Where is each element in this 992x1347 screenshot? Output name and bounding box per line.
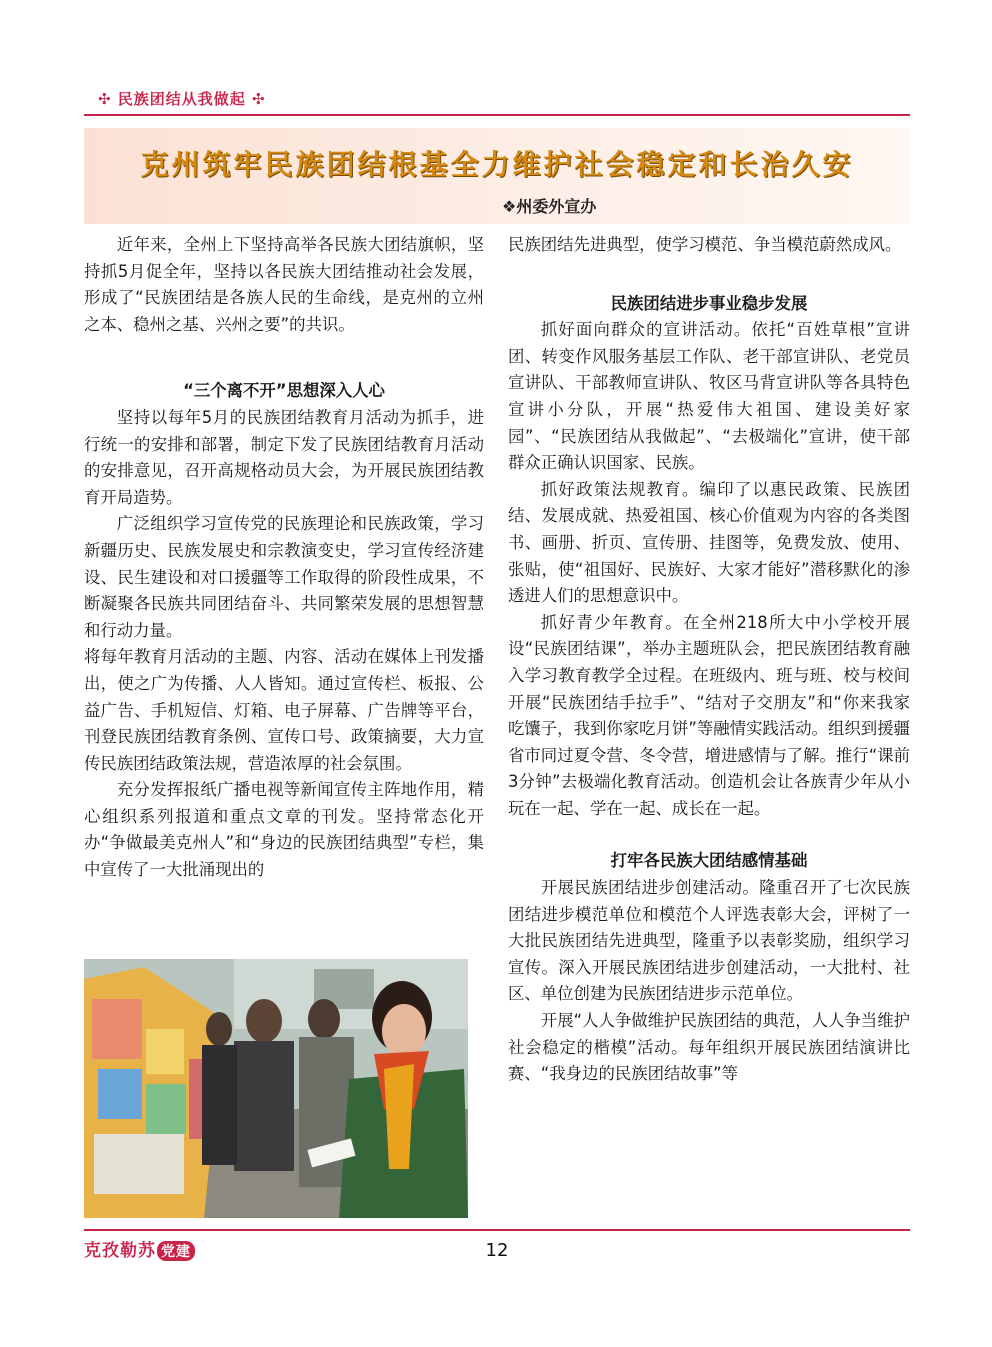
paragraph: 近年来，全州上下坚持高举各民族大团结旗帜，坚持抓5月促全年，坚持以各民族大团结推动社会发展，形成了“民族团结是各族人民的生命线，是克州的立州之本、稳州之基、兴州之要”的共识。 (84, 235, 484, 334)
publication-brand (84, 1236, 195, 1261)
header-divider (84, 114, 910, 116)
footer-divider (84, 1229, 910, 1231)
article-byline: ❖州委外宣办 (502, 197, 597, 216)
paragraph: 开展“人人争做维护民族团结的典范，人人争当维护社会稳定的楷模”活动。每年组织开展民族团结演讲比赛、“我身边的民族团结故事”等 (508, 1011, 910, 1084)
section-heading: 打牢各民族大团结感情基础 (610, 851, 808, 871)
paragraph: 抓好面向群众的宣讲活动。依托“百姓草根”宣讲团、转变作风服务基层工作队、老干部宣讲队、老党员宣讲队、干部教师宣讲队、牧区马背宣讲队等各具特色宣讲小分队，开展“热爱伟大祖国、建设美好家园”、“民族团结从我做起”、“去极端化”宣讲，使干部群众正确认识国家、民族。 (508, 320, 910, 473)
right-column (508, 232, 910, 1088)
paragraph: 广泛组织学习宣传党的民族理论和民族政策，学习新疆历史、民族发展史和宗教演变史，学习宣传经济建设、民生建设和对口援疆等工作取得的阶段性成果，不断凝聚各民族共同团结奋斗、共同繁荣发展的思想智慧和行动力量。 (84, 514, 484, 640)
brand-name: 克孜勒苏 (84, 1241, 156, 1261)
article-photo (84, 959, 468, 1218)
paragraph: 将每年教育月活动的主题、内容、活动在媒体上刊发播出，使之广为传播、人人皆知。通过宣传栏、板报、公益广告、手机短信、灯箱、电子屏幕、广告牌等平台，刊登民族团结教育条例、宣传口号、政策摘要，大力宣传民族团结政策法规，营造浓厚的社会氛围。 (84, 647, 484, 773)
title-banner (84, 128, 910, 224)
brand-badge: 党建 (157, 1241, 195, 1261)
paragraph: 民族团结先进典型，使学习模范、争当模范蔚然成风。 (508, 235, 902, 254)
paragraph: 抓好青少年教育。在全州218所大中小学校开展设“民族团结课”，举办主题班队会，把民族团结教育融入学习教育教学全过程。在班级内、班与班、校与校间开展“民族团结手拉手”、“结对子交朋友”和“你来我家吃馕子，我到你家吃月饼”等融情实践活动。组织到援疆省市同过夏令营、冬令营，增进感情与了解。推行“课前3分钟”去极端化教育活动。创造机会让各族青少年从小玩在一起、学在一起、成长在一起。 (508, 612, 910, 818)
section-heading: “三个离不开”思想深入人心 (183, 381, 385, 401)
photo-illustration (84, 959, 468, 1218)
paragraph: 抓好政策法规教育。编印了以惠民政策、民族团结、发展成就、热爱祖国、核心价值观为内容的各类图书、画册、折页、宣传册、挂图等，免费发放、使用、张贴，使“祖国好、民族好、大家才能好”潜移默化的渗透进人们的思想意识中。 (508, 479, 910, 606)
page-number: 12 (485, 1240, 509, 1261)
left-column (84, 232, 484, 884)
article-title: 克州筑牢民族团结根基全力维护社会稳定和长治久安 (140, 148, 854, 181)
section-tag: ✣ 民族团结从我做起 ✣ (98, 90, 266, 108)
section-heading: 民族团结进步事业稳步发展 (610, 293, 808, 313)
paragraph: 充分发挥报纸广播电视等新闻宣传主阵地作用，精心组织系列报道和重点文章的刊发。坚持常态化开办“争做最美克州人”和“身边的民族团结典型”专栏，集中宣传了一大批涌现出的 (84, 780, 484, 880)
paragraph: 坚持以每年5月的民族团结教育月活动为抓手，进行统一的安排和部署，制定下发了民族团结教育月活动的安排意见，召开高规格动员大会，为开展民族团结教育开局造势。 (84, 407, 484, 507)
paragraph: 开展民族团结进步创建活动。隆重召开了七次民族团结进步模范单位和模范个人评选表彰大会，评树了一大批民族团结先进典型，隆重予以表彰奖励，组织学习宣传。深入开展民族团结进步创建活动，一大批村、社区、单位创建为民族团结进步示范单位。 (508, 878, 910, 1004)
